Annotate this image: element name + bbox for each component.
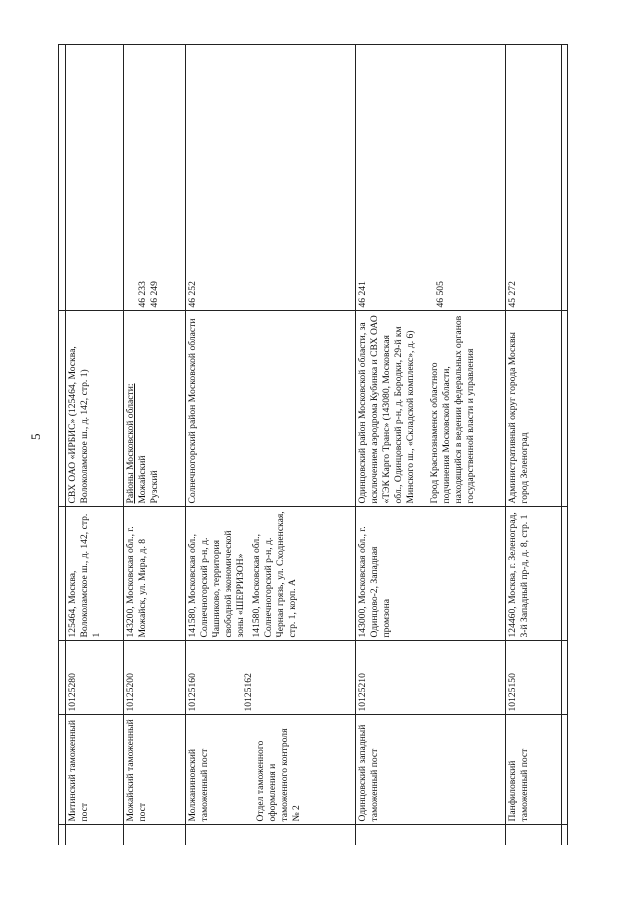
post-code-main: 10125160 bbox=[187, 673, 198, 712]
region-header: Районы Московской области: bbox=[125, 383, 136, 504]
post-name bbox=[186, 715, 356, 825]
rotated-page-content bbox=[58, 45, 578, 845]
table-row bbox=[186, 45, 356, 845]
okato-item: 46 233 bbox=[137, 281, 148, 308]
sub-unit-address: 141580, Московская обл., Солнечногорский р-н, д. Черная грязь, ул. Сходненская, стр. 1, корп. А bbox=[250, 511, 298, 638]
post-name: Одинцовский западный таможенный пост bbox=[356, 715, 506, 825]
region-secondary: Город Краснознаменск областного подчинения Московской области, находящийся в ведении федеральных органов государственной власти и управления bbox=[428, 315, 476, 504]
post-region bbox=[356, 311, 506, 507]
post-okato bbox=[66, 45, 124, 311]
post-code: 10125200 bbox=[124, 641, 186, 715]
post-name: Митинский таможенный пост bbox=[66, 715, 124, 825]
table-tail-row bbox=[562, 45, 568, 845]
post-address: 143200, Московская обл., г. Можайск, ул. Мира, д. 8 bbox=[124, 507, 186, 641]
post-region bbox=[124, 311, 186, 507]
table-row bbox=[124, 45, 186, 845]
table-header-row bbox=[59, 45, 66, 845]
table-row bbox=[356, 45, 506, 845]
page-number: 5 bbox=[28, 433, 43, 440]
sub-unit-name: Отдел таможенного оформления и таможенного контроля № 2 bbox=[254, 728, 302, 822]
post-code bbox=[186, 641, 356, 715]
okato-item: 46 249 bbox=[148, 281, 160, 308]
post-code: 10125150 bbox=[506, 641, 562, 715]
post-address-main: 141580, Московская обл., Солнечногорский р-н, д. Чашниково, территория свободной экономической зоны «ШЕРРИЗОН» bbox=[187, 530, 246, 638]
customs-posts-table bbox=[58, 45, 568, 846]
region-item: Можайский bbox=[136, 455, 148, 504]
post-region: Солнечногорский район Московской области bbox=[186, 311, 356, 507]
post-code: 10125280 bbox=[66, 641, 124, 715]
region-main: Одинцовский район Московской области, за исключением аэродрома Кубинка и СВХ ОАО «ТЭК Карго Транс» (143080, Московская обл., Одинцовский р-н, д. Бородки, 29-й км Минского ш., «Складской комплекс», д. 6) bbox=[357, 315, 416, 504]
post-okato bbox=[124, 45, 186, 311]
post-address bbox=[186, 507, 356, 641]
post-okato: 45 272 bbox=[506, 45, 562, 311]
post-region: СВХ ОАО «ИРБИС» (125464, Москва, Волоколамское ш., д. 142, стр. 1) bbox=[66, 311, 124, 507]
region-item: Рузский bbox=[148, 470, 160, 504]
post-name: Можайский таможенный пост bbox=[124, 715, 186, 825]
post-address: 124460, Москва, г. Зеленоград, 3-й Западный пр-д, д. 8, стр. 1 bbox=[506, 507, 562, 641]
okato-main: 46 241 bbox=[357, 281, 368, 308]
post-okato: 46 252 bbox=[186, 45, 356, 311]
post-code: 10125210 bbox=[356, 641, 506, 715]
post-okato bbox=[356, 45, 506, 311]
post-address: 143000, Московская обл., г. Одинцово-2, Западная промзона bbox=[356, 507, 506, 641]
table-row bbox=[506, 45, 562, 845]
post-region: Административный округ города Москвы город Зеленоград bbox=[506, 311, 562, 507]
post-address: 125464, Москва, Волоколамское ш., д. 142, стр. 1 bbox=[66, 507, 124, 641]
post-name-main: Молжаниновский таможенный пост bbox=[187, 748, 210, 822]
okato-secondary: 46 505 bbox=[434, 281, 446, 308]
post-name: Панфиловский таможенный пост bbox=[506, 715, 562, 825]
sub-unit-code: 10125162 bbox=[242, 673, 254, 712]
table-row bbox=[66, 45, 124, 845]
